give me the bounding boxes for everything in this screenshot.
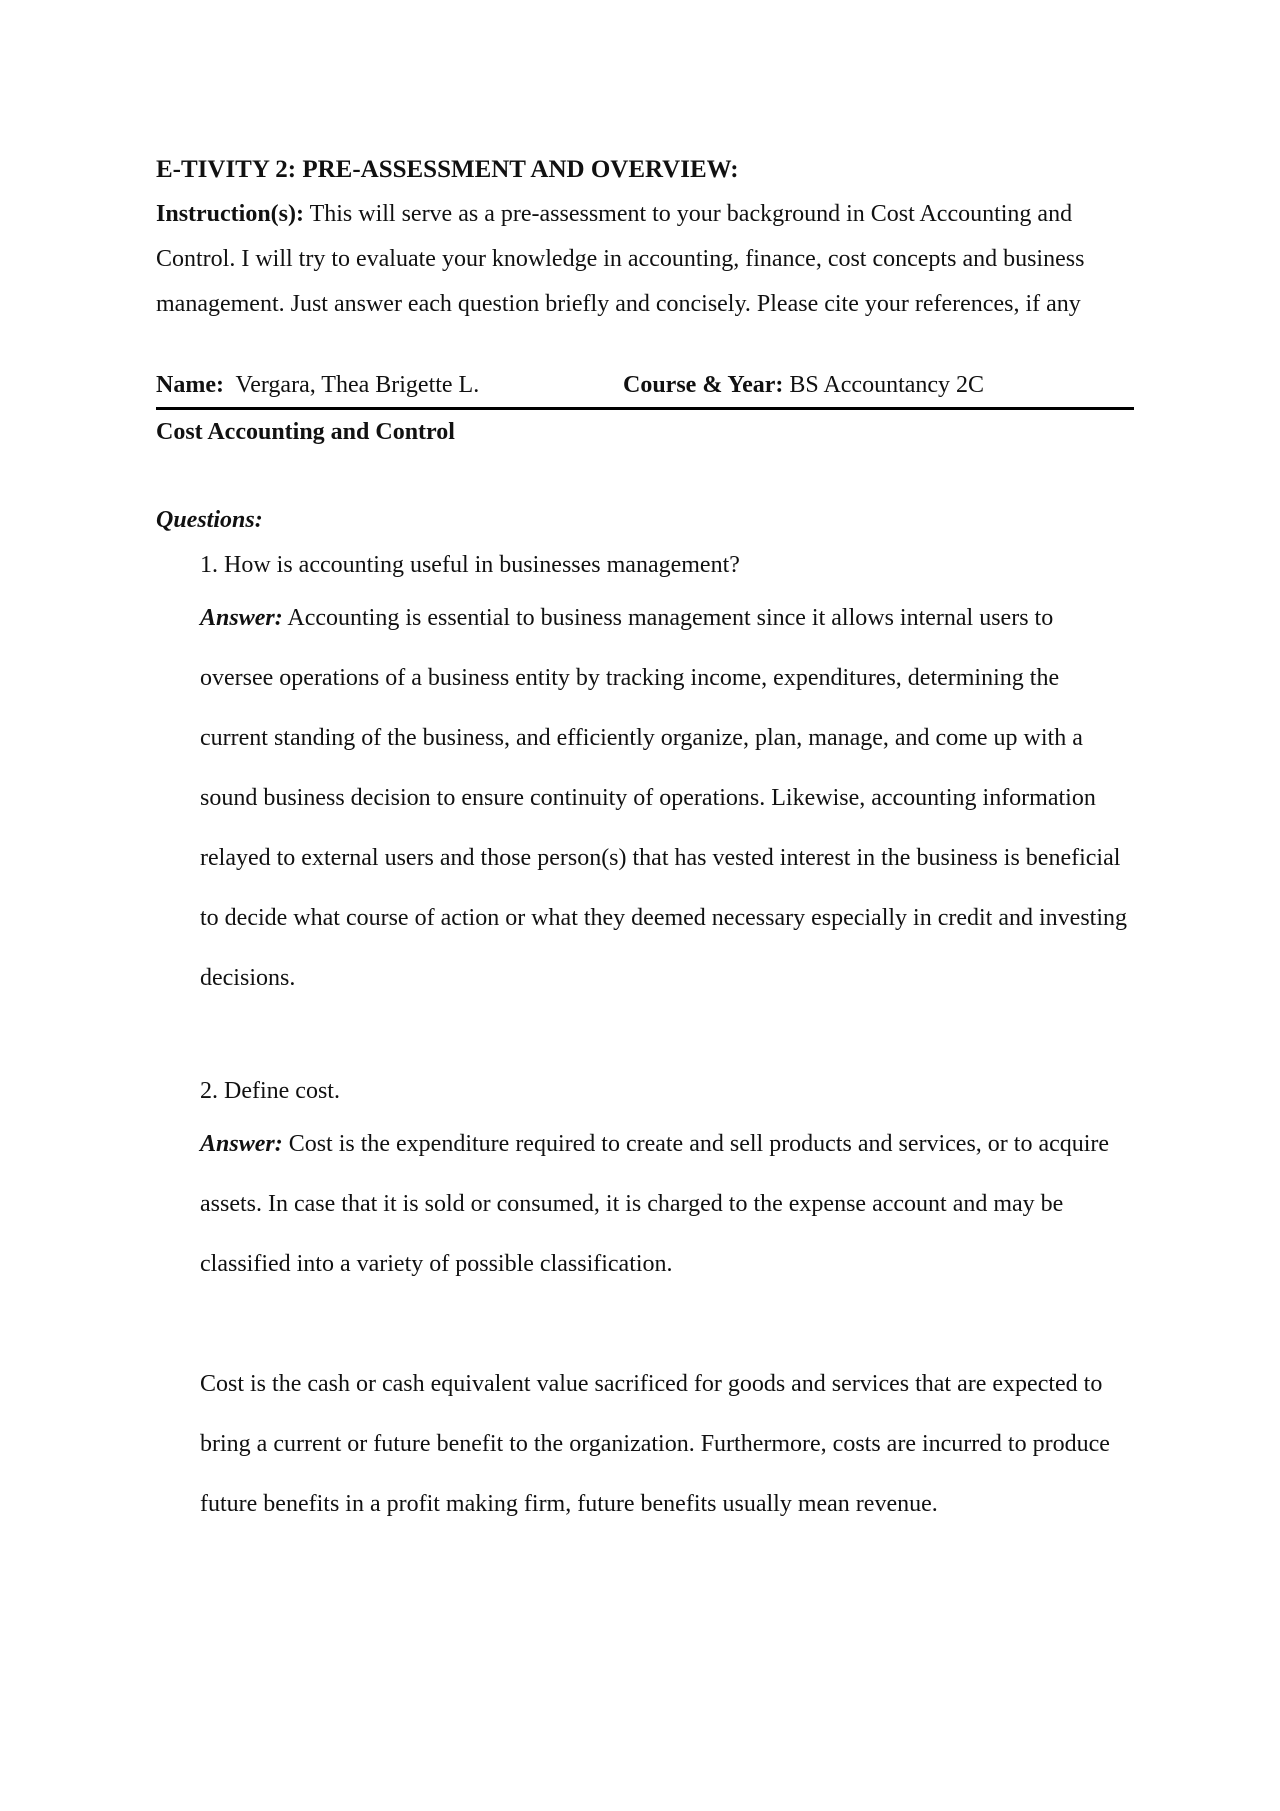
instruction-label: Instruction(s): <box>156 201 304 227</box>
course-year-value: BS Accountancy 2C <box>783 372 985 398</box>
answer-label: Answer: <box>200 1131 283 1157</box>
name-field <box>156 363 479 407</box>
student-info-row <box>156 363 1134 410</box>
name-value: Vergara, Thea Brigette L. <box>223 372 480 398</box>
question-text: 1. How is accounting useful in businesses management? <box>200 552 740 578</box>
document-title: E-TIVITY 2: PRE-ASSESSMENT AND OVERVIEW: <box>156 156 739 183</box>
answer-text <box>200 1114 1130 1294</box>
answer-body: Cost is the expenditure required to create and sell products and services, or to acquire assets. In case that it is sold or consumed, it is charged to the expense account and may be classified into a variety of possible classification. <box>200 1131 1110 1277</box>
name-label: Name: <box>156 372 224 398</box>
answer-body: Accounting is essential to business management since it allows internal users to oversee operations of a business entity by tracking income, expenditures, determining the current standing of the business, and efficiently organize, plan, manage, and come up with a sound business decision to ensure continuity of operations. Likewise, accounting information relayed to external users and those person(s) that has vested interest in the business is beneficial to decide what course of action or what they deemed necessary especially in credit and investing decisions. <box>200 605 1127 991</box>
instructions-paragraph <box>156 192 1134 327</box>
course-year-field <box>623 363 984 407</box>
questions-label: Questions: <box>156 507 263 533</box>
question-text: 2. Define cost. <box>200 1078 340 1104</box>
question-block-1 <box>200 542 1130 1008</box>
document-page <box>156 148 1134 1534</box>
question-block-2 <box>200 1068 1130 1534</box>
spacer <box>200 1294 1130 1354</box>
answer-text <box>200 588 1130 1008</box>
spacer <box>156 1008 1134 1068</box>
instruction-text: This will serve as a pre-assessment to your background in Cost Accounting and Control. I will try to evaluate your knowledge in accounting, finance, cost concepts and business management. Just answer each question briefly and concisely. Please cite your references, if any <box>156 201 1085 317</box>
answer-extra-paragraph: Cost is the cash or cash equivalent value sacrificed for goods and services that are expected to bring a current or future benefit to the organization. Furthermore, costs are incurred to produce future benefits in a profit making firm, future benefits usually mean revenue. <box>200 1371 1110 1517</box>
subject-heading: Cost Accounting and Control <box>156 419 455 445</box>
answer-label: Answer: <box>200 605 283 631</box>
course-year-label: Course & Year: <box>623 372 784 398</box>
